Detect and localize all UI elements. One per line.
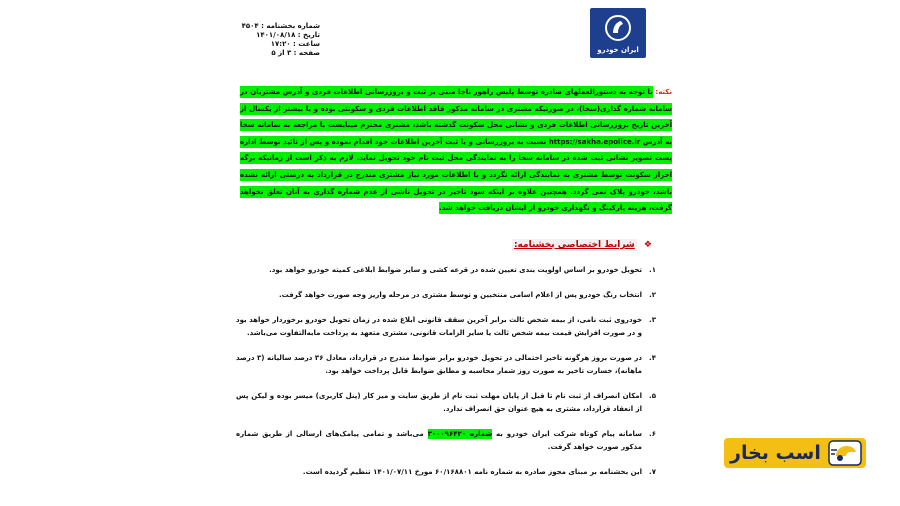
logo-wordmark: ایران خودرو [597,46,639,54]
horse-head-icon [602,14,634,42]
item-text: انتخاب رنگ خودرو پس از اعلام اسامی منتخبین و توسط مشتری در مرحله واریز وجه صورت خواهد گرفت. [279,291,642,299]
note-label: نکته: [655,88,672,96]
company-logo [590,8,646,58]
highlighted-text: با توجه به دستورالعملهای صادره توسط پلیس راهور ناجا مبنی بر ثبت و بروزرسانی اطلاعات فردی و آدرس مشتریان در سامانه شماره گذاری(سخا)، در صورتیکه مشتری در سامانه مذکور فاقد اطلاعات فردی و سکونتی بوده و یا بیشتر از یکسال از آخرین تاریخ بروزرسانی اطلاعات فردی و نشانی محل سکونت گذشته باشد، مشتری محترم میبایست با مراجعه به سامانه سخا به آدرس https://sakha.epolice.ir نسبت به بروزرسانی و یا ثبت آخرین اطلاعات خود اقدام نموده و پس از تائید توسط اداره پست تصویر نشانی ثبت شده در سامانه سخا را به نمایندگی محل ثبت نام خود تحویل نماید. لازم به ذکر است از زمانیکه برگه احراز سکونت توسط مشتری به نمایندگی ارائه نگردد و یا اطلاعات مورد نیاز مشتری مندرج در قرارداد به درستی ارائه نشده باشد، خودرو پلاک نمی گردد. همچنین علاوه بر اینکه سود تاخیر در تحویل ناشی از عدم شماره گذاری به آنان تعلق نخواهد گرفت، هزینه پارکینگ و نگهداری خودرو از ایشان دریافت خواهد شد. [240,88,672,213]
section-heading [513,240,652,250]
item-text: در صورت بروز هرگونه تاخیر احتمالی در تحویل خودرو برابر ضوابط مندرج در قرارداد، معادل ۳۶ درصد سالیانه (۳ درصد ماهانه)، خسارت تاخیر به صورت روز شمار محاسبه و مطابق ضوابط قابل پرداخت خواهد بود. [236,354,642,375]
section-title: شرایط اختصاصی بخشنامه: [513,240,635,250]
list-item [236,428,656,454]
item-text-after: می‌باشد و تمامی پیامک‌های ارسالی از طریق شماره مذکور صورت خواهد گرفت. [236,430,642,451]
sms-number-highlight: شماره ۳۰۰۰۹۶۴۲۰ [427,430,493,438]
item-text: این بخشنامه بر مبنای مجوز صادره به شماره نامه ۶۰/۱۶۸۸۰۱ مورخ ۱۴۰۱/۰۷/۱۱ تنظیم گردیده است. [302,468,642,476]
item-number: ۴. [649,354,656,362]
document-meta [232,22,320,58]
list-item [236,352,656,378]
item-number: ۱. [649,266,656,274]
item-text: تحویل خودرو بر اساس اولویت بندی تعیین شده در قرعه کشی و سایر ضوابط ابلاغی کمیته خودرو خواهد بود. [269,266,642,274]
diamond-bullet-icon: ❖ [643,240,652,250]
list-item [236,314,656,340]
item-number: ۵. [649,392,656,400]
document-time: ساعت : ۱۷:۲۰ [270,40,320,48]
watermark-text: اسب بخار [730,442,821,464]
item-text-before: سامانه پیام کوتاه شرکت ایران خودرو به [496,430,643,438]
page-number: صفحه : ۳ از ۵ [271,49,320,57]
item-number: ۶. [649,430,656,438]
circular-number: شماره بخشنامه : ۴۵۰۴ [241,22,320,30]
watermark-logo [724,438,866,468]
list-item [236,289,656,302]
conditions-list [236,264,656,491]
list-item [236,466,656,479]
item-number: ۷. [649,468,656,476]
document-date: تاریخ : ۱۴۰۱/۰۸/۱۸ [256,31,320,39]
intro-paragraph [240,84,672,217]
item-text: امکان انصراف از ثبت نام تا قبل از پایان مهلت ثبت نام از طریق سایت و میز کار (پنل کاربری) میسر بوده و لیکن پس از انعقاد قرارداد، مشتری به هیچ عنوان حق انصراف ندارد. [236,392,642,413]
list-item [236,390,656,416]
car-speed-icon [828,440,862,466]
list-item [236,264,656,277]
item-text: خودروی ثبت نامی، از بیمه شخص ثالث برابر آخرین سقف قانونی ابلاغ شده در زمان تحویل خودرو برخوردار خواهد بود و در صورت افزایش قیمت بیمه شخص ثالث یا سایر الزامات قانونی، مشتری متعهد به پرداخت مابه‌التفاوت می‌باشد. [236,316,642,337]
item-number: ۲. [649,291,656,299]
item-number: ۳. [649,316,656,324]
